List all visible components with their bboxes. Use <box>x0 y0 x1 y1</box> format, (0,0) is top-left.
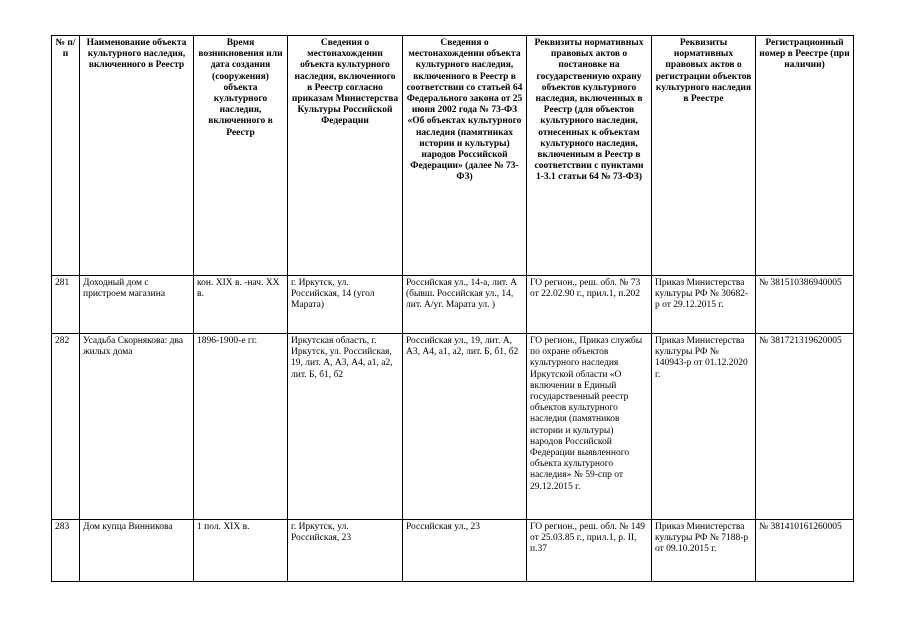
header-row <box>52 36 854 276</box>
table-row <box>52 334 854 520</box>
row-date: 1 пол. XIX в. <box>194 520 288 582</box>
row-protection-act: ГО регион., реш. обл. № 73 от 22.02.90 г., прил.1, п.202 <box>527 276 652 334</box>
row-num: 283 <box>52 520 80 582</box>
row-location-law: Российская ул., 23 <box>403 520 527 582</box>
header-reg-number: Регистрационный номер в Реестре (при наличии) <box>756 36 854 276</box>
header-location-law: Сведения о местонахождении объекта культурного наследия, включенного в Реестр в соответствии со статьей 64 Федерального закона от 25 июня 2002 года № 73-ФЗ «Об объектах культурного наследия (памятниках истории и культуры) народов Российской Федерации» (далее № 73-ФЗ) <box>403 36 527 276</box>
row-date: 1896-1900-е гг. <box>194 334 288 520</box>
header-num: № п/п <box>52 36 80 276</box>
row-location-order: г. Иркутск, ул. Российская, 23 <box>288 520 403 582</box>
row-protection-act: ГО регион., Приказ службы по охране объектов культурного наследия Иркутской области «О включении в Единый государственный реестр объектов культурного наследия (памятников истории и культуры) народов Российской Федерации выявленного объекта культурного наследия» № 59-спр от 29.12.2015 г. <box>527 334 652 520</box>
table-row <box>52 520 854 582</box>
row-reg-number: № 381721319620005 <box>756 334 854 520</box>
row-num: 281 <box>52 276 80 334</box>
row-registration-act: Приказ Министерства культуры РФ № 30682-р от 29.12.2015 г. <box>652 276 756 334</box>
header-protection-act: Реквизиты нормативных правовых актов о постановке на государственную охрану объектов культурного наследия, включенных в Реестр (для объектов культурного наследия, отнесенных к объектам культурного наследия, включенным в Реестр в соответствии с пунктами 1-3.1 статьи 64 № 73-ФЗ) <box>527 36 652 276</box>
row-registration-act: Приказ Министерства культуры РФ № 140943-р от 01.12.2020 г. <box>652 334 756 520</box>
row-location-law: Российская ул., 19, лит. А, А3, А4, а1, а2, лит. Б, б1, б2 <box>403 334 527 520</box>
header-location-order: Сведения о местонахождении объекта культурного наследия, включенного в Реестр согласно приказам Министерства Культуры Российской Федерации <box>288 36 403 276</box>
row-name: Доходный дом с пристроем магазина <box>80 276 194 334</box>
heritage-registry-table <box>51 35 854 582</box>
row-name: Усадьба Скорнякова: два жилых дома <box>80 334 194 520</box>
row-name: Дом купца Винникова <box>80 520 194 582</box>
table-row <box>52 276 854 334</box>
row-protection-act: ГО регион., реш. обл. № 149 от 25.03.85 г., прил.1, р. II, п.37 <box>527 520 652 582</box>
row-reg-number: № 381410161260005 <box>756 520 854 582</box>
row-location-order: г. Иркутск, ул. Российская, 14 (угол Марата) <box>288 276 403 334</box>
row-date: кон. XIX в. -нач. XX в. <box>194 276 288 334</box>
header-name: Наименование объекта культурного наследия, включенного в Реестр <box>80 36 194 276</box>
row-reg-number: № 381510386940005 <box>756 276 854 334</box>
header-registration-act: Реквизиты нормативных правовых актов о регистрации объектов культурного наследия в Реестре <box>652 36 756 276</box>
row-num: 282 <box>52 334 80 520</box>
header-date: Время возникновения или дата создания (сооружения) объекта культурного наследия, включенного в Реестр <box>194 36 288 276</box>
row-location-law: Российская ул., 14-а, лит. А (бывш. Российская ул., 14, лит. А/уг. Марата ул. ) <box>403 276 527 334</box>
row-registration-act: Приказ Министерства культуры РФ № 7188-р от 09.10.2015 г. <box>652 520 756 582</box>
row-location-order: Иркутская область, г. Иркутск, ул. Российская, 19, лит. А, А3, А4, а1, а2, лит. Б, б1, б2 <box>288 334 403 520</box>
